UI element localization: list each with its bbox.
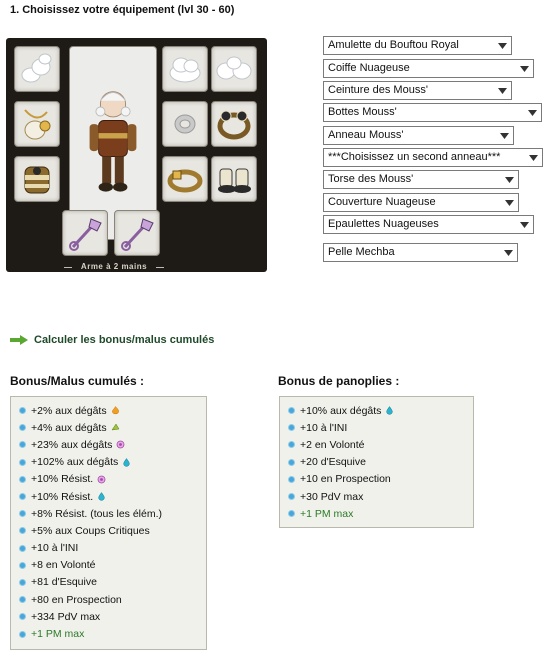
bonus-text: +5% aux Coups Critiques [31,524,150,537]
bullet-icon [20,580,25,585]
armor-slot[interactable] [14,156,60,202]
ring-icon [214,104,254,144]
bonus-row [20,625,198,642]
bullet-icon [20,632,25,637]
water-element-icon [97,492,106,501]
bonus-row [289,436,465,453]
bonus-text: +81 d'Esquive [31,576,97,589]
arrow-right-icon [10,335,28,345]
section-heading: 1. Choisissez votre équipement (lvl 30 - 60) [10,4,235,16]
empty-ring-icon [165,104,205,144]
bonus-text: +8% Résist. (tous les élém.) [31,507,163,520]
equipment-panel [6,38,267,272]
amulet-select[interactable] [323,36,512,55]
weapon-select[interactable] [323,243,518,262]
weapon-slot-main[interactable] [62,210,108,256]
boots-icon [214,159,254,199]
belt-icon [165,159,205,199]
cumul-list [10,396,207,650]
ring-slot-empty[interactable] [162,101,208,147]
bullet-icon [289,494,294,499]
bullet-icon [20,563,25,568]
bullet-icon [289,408,294,413]
bonus-text: +10% aux dégâts [300,404,382,417]
bullet-icon [20,442,25,447]
air-element-icon [111,423,120,432]
bonus-row [289,471,465,488]
bonus-text: +10 à l'INI [31,542,79,555]
shoulders-select-value: Epaulettes Nuageuses [328,218,439,230]
cloud-cape-icon [17,49,57,89]
bullet-icon [20,511,25,516]
boots-select-value: Bottes Mouss' [328,106,397,118]
bonus-text: +80 en Prospection [31,593,122,606]
bonus-row [289,505,465,522]
chevron-down-icon [496,40,508,52]
bonus-row [20,591,198,608]
boots-slot[interactable] [211,156,257,202]
shovel-icon [65,213,105,253]
water-element-icon [122,458,131,467]
bonus-text: +20 d'Esquive [300,456,366,469]
bonus-row [20,540,198,557]
bonus-row [20,402,198,419]
weapon-select-value: Pelle Mechba [328,246,395,258]
chevron-down-icon [518,63,530,75]
hat-slot[interactable] [162,46,208,92]
bonus-row [20,436,198,453]
hat-select-value: Coiffe Nuageuse [328,62,410,74]
chevron-down-icon [518,219,530,231]
belt-slot[interactable] [162,156,208,202]
cape-select-value: Couverture Nuageuse [328,196,436,208]
bonus-text: +10 à l'INI [300,421,348,434]
shoulders-slot[interactable] [211,46,257,92]
water-element-icon [385,406,394,415]
bullet-icon [20,546,25,551]
cloud-shoulders-icon [214,49,254,89]
weapon-slot-second[interactable] [114,210,160,256]
amulet-select-value: Amulette du Bouftou Royal [328,39,459,51]
chest-armor-icon [17,159,57,199]
bonus-text: +2 en Volonté [300,438,365,451]
bullet-icon [289,477,294,482]
bonus-row [20,419,198,436]
cape-slot[interactable] [14,46,60,92]
chevron-down-icon [527,152,539,164]
bonus-row [289,488,465,505]
bullet-icon [289,460,294,465]
neutral-element-icon [97,475,106,484]
bullet-icon [20,528,25,533]
bonus-text: +1 PM max [300,507,354,520]
belt-select-value: Ceinture des Mouss' [328,84,428,96]
shoulders-select[interactable] [323,215,534,234]
neutral-element-icon [116,440,125,449]
bonus-text: +334 PdV max [31,610,101,623]
character-figure-icon [77,68,149,218]
bullet-icon [20,597,25,602]
bonus-text: +10% Résist. [31,490,94,503]
belt-select[interactable] [323,81,512,100]
panoplies-list [279,396,474,528]
bonus-row [20,471,198,488]
bonus-row [20,488,198,505]
bonus-row [20,608,198,625]
bonus-text: +1 PM max [31,628,85,641]
bullet-icon [20,460,25,465]
amulet-slot[interactable] [14,101,60,147]
calculate-bonus-link[interactable] [10,334,214,346]
bullet-icon [289,425,294,430]
armor-select-value: Torse des Mouss' [328,173,414,185]
shovel-icon [117,213,157,253]
bonus-row [20,454,198,471]
chevron-down-icon [496,85,508,97]
cloud-hat-icon [165,49,205,89]
ring-select-1-value: Anneau Mouss' [328,129,404,141]
bonus-text: +30 PdV max [300,490,364,503]
fire-element-icon [111,406,120,415]
chevron-down-icon [503,174,515,186]
bonus-text: +102% aux dégâts [31,456,119,469]
amulet-icon [17,104,57,144]
armor-select[interactable] [323,170,519,189]
bullet-icon [20,425,25,430]
calculate-bonus-label: Calculer les bonus/malus cumulés [34,334,215,346]
bonus-text: +4% aux dégâts [31,421,107,434]
bonus-row [289,454,465,471]
panoplies-title: Bonus de panoplies : [278,374,400,388]
bullet-icon [20,614,25,619]
bonus-row [20,574,198,591]
weapon-caption: Arme à 2 mains [60,262,168,271]
bullet-icon [20,494,25,499]
ring-slot[interactable] [211,101,257,147]
bonus-text: +10 en Prospection [300,473,391,486]
ring-select-1[interactable] [323,126,514,145]
bullet-icon [289,442,294,447]
bonus-text: +8 en Volonté [31,559,96,572]
boots-select[interactable] [323,103,542,122]
bullet-icon [20,477,25,482]
ring-select-2-value: ***Choisissez un second anneau*** [328,151,501,163]
ring-select-2[interactable] [323,148,543,167]
bonus-row [20,557,198,574]
bonus-row [289,419,465,436]
bullet-icon [289,511,294,516]
bonus-row [289,402,465,419]
bonus-row [20,505,198,522]
bonus-text: +10% Résist. [31,473,94,486]
chevron-down-icon [503,197,515,209]
hat-select[interactable] [323,59,534,78]
bonus-text: +2% aux dégâts [31,404,107,417]
chevron-down-icon [502,247,514,259]
bonus-row [20,522,198,539]
cape-select[interactable] [323,193,519,212]
cumul-title: Bonus/Malus cumulés : [10,374,145,388]
bonus-text: +23% aux dégâts [31,438,113,451]
bullet-icon [20,408,25,413]
chevron-down-icon [498,130,510,142]
chevron-down-icon [526,107,538,119]
